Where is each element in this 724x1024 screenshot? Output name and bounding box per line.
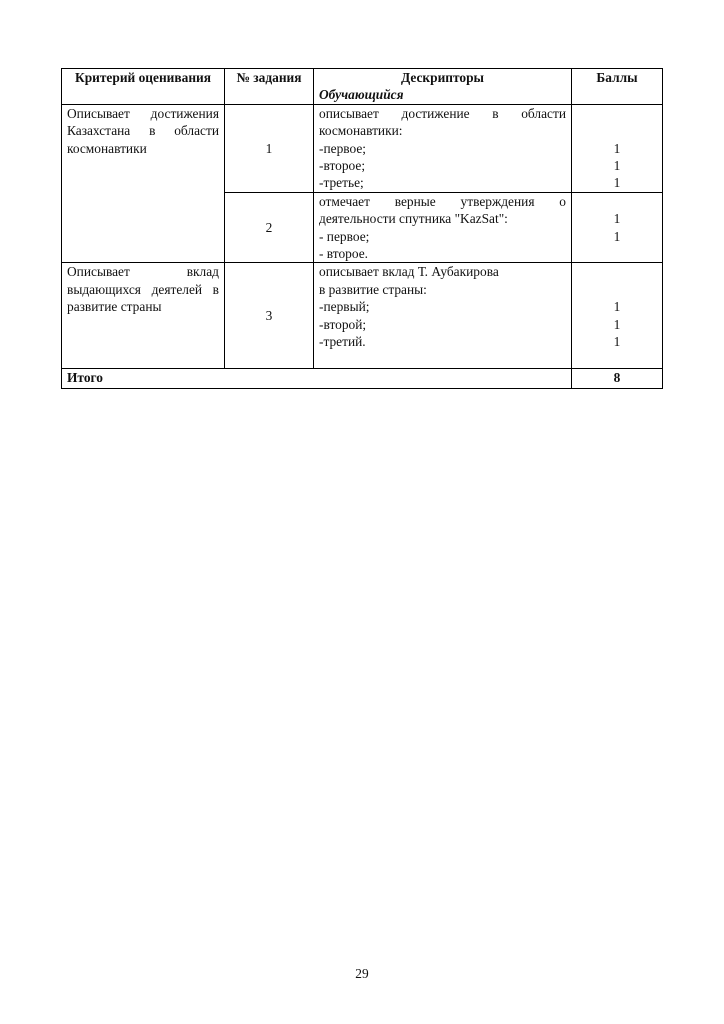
task-number-cell: 1 <box>225 104 314 192</box>
descriptor-cell <box>314 263 572 368</box>
total-row <box>62 368 663 388</box>
descriptor-item: -второе; <box>319 158 366 174</box>
point-value: 1 <box>613 228 621 244</box>
descriptor-item: -третий. <box>319 334 366 350</box>
descriptor-item: - первое; <box>319 228 370 244</box>
point-value: 1 <box>613 299 621 315</box>
descriptor-text: описывает достижение в области <box>319 105 566 121</box>
descriptor-text: космонавтики: <box>319 123 403 139</box>
point-value: 1 <box>613 316 621 332</box>
header-descriptors <box>314 69 572 105</box>
assessment-rubric-table <box>61 68 663 389</box>
point-value: 1 <box>613 211 621 227</box>
total-value: 8 <box>572 368 663 388</box>
header-points: Баллы <box>572 69 663 105</box>
criterion-cell: Описывает достижения Казахстана в области космонавтики <box>62 104 225 263</box>
table-row <box>62 263 663 368</box>
points-cell <box>572 104 663 192</box>
header-row <box>62 69 663 105</box>
table-row <box>62 104 663 192</box>
descriptor-item: - второе. <box>319 246 369 262</box>
descriptor-cell <box>314 104 572 192</box>
descriptor-text: деятельности спутника "KazSat": <box>319 211 508 227</box>
descriptor-cell <box>314 192 572 263</box>
header-task-number: № задания <box>225 69 314 105</box>
descriptor-item: -первый; <box>319 299 370 315</box>
descriptor-text: отмечает верные утверждения о <box>319 193 566 209</box>
total-label: Итого <box>62 368 572 388</box>
descriptor-item: -второй; <box>319 316 367 332</box>
criterion-cell: Описывает вклад выдающихся деятелей в развитие страны <box>62 263 225 368</box>
descriptor-item: -третье; <box>319 175 364 191</box>
descriptor-text: описывает вклад Т. Аубакирова <box>319 264 499 280</box>
point-value: 1 <box>613 175 621 191</box>
page-number: 29 <box>355 966 369 981</box>
point-value: 1 <box>613 334 621 350</box>
header-criterion: Критерий оценивания <box>62 69 225 105</box>
point-value: 1 <box>613 158 621 174</box>
descriptor-item: -первое; <box>319 140 367 156</box>
header-descriptors-student: Обучающийся <box>319 87 404 103</box>
points-cell <box>572 263 663 368</box>
points-cell <box>572 192 663 263</box>
point-value: 1 <box>613 140 621 156</box>
task-number-cell: 3 <box>225 263 314 368</box>
task-number-cell: 2 <box>225 192 314 263</box>
descriptor-text: в развитие страны: <box>319 281 427 297</box>
header-descriptors-title: Дескрипторы <box>400 70 485 85</box>
